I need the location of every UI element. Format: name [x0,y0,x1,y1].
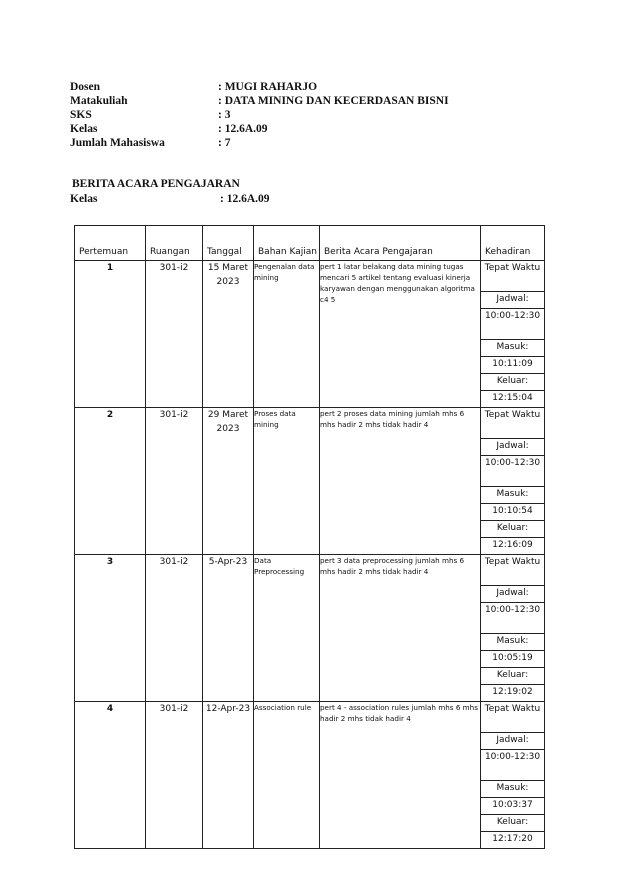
matakuliah-row [70,94,449,108]
cell-kehadiran-jadwal-label: Jadwal: [481,292,545,309]
cell-kehadiran-masuk: 10:10:54 [481,504,545,521]
cell-pertemuan: 2 [75,408,146,555]
col-header-pertemuan: Pertemuan [75,226,146,261]
cell-kehadiran-keluar: 12:19:02 [481,685,545,702]
cell-berita-acara: pert 1 latar belakang data mining tugas mencari 5 artikel tentang evaluasi kinerja karyawan dengan menggunakan algoritma c4 5 [320,261,481,408]
cell-tanggal: 12-Apr-23 [203,702,254,849]
cell-kehadiran-masuk-label: Masuk: [481,634,545,651]
cell-ruangan: 301-i2 [146,408,203,555]
cell-kehadiran-keluar: 12:15:04 [481,391,545,408]
cell-kehadiran-masuk: 10:11:09 [481,357,545,374]
cell-kehadiran-masuk-label: Masuk: [481,781,545,798]
cell-kehadiran-masuk: 10:05:19 [481,651,545,668]
section-kelas-row [70,192,270,206]
section-kelas-label: Kelas [70,193,98,205]
cell-kehadiran-masuk-label: Masuk: [481,487,545,504]
cell-berita-acara: pert 3 data preprocessing jumlah mhs 6 mhs hadir 2 mhs tidak hadir 4 [320,555,481,702]
cell-tanggal: 5-Apr-23 [203,555,254,702]
matakuliah-label: Matakuliah [70,95,128,107]
sks-row [70,108,449,122]
table-row [75,555,545,586]
cell-kehadiran-keluar-label: Keluar: [481,668,545,685]
cell-tanggal: 15 Maret 2023 [203,261,254,408]
jumlah-row [70,136,449,150]
cell-kehadiran-keluar-label: Keluar: [481,374,545,391]
cell-berita-acara: pert 2 proses data mining jumlah mhs 6 mhs hadir 2 mhs tidak hadir 4 [320,408,481,555]
cell-kehadiran-jadwal: 10:00-12:30 [481,309,545,340]
course-info [70,80,449,150]
section-kelas-value: : 12.6A.09 [220,193,270,205]
cell-kehadiran-jadwal-label: Jadwal: [481,586,545,603]
dosen-label: Dosen [70,81,101,93]
cell-pertemuan: 4 [75,702,146,849]
table-row [75,702,545,733]
section-title: BERITA ACARA PENGAJARAN [72,178,240,190]
cell-bahan-kajian: Data Preprocessing [254,555,320,702]
cell-bahan-kajian: Pengenalan data mining [254,261,320,408]
col-header-kehadiran: Kehadiran [481,226,545,261]
col-header-ruangan: Ruangan [146,226,203,261]
jumlah-value: : 7 [218,137,231,149]
cell-kehadiran-keluar-label: Keluar: [481,815,545,832]
cell-ruangan: 301-i2 [146,702,203,849]
cell-kehadiran-keluar-label: Keluar: [481,521,545,538]
cell-berita-acara: pert 4 - association rules jumlah mhs 6 mhs hadir 2 mhs tidak hadir 4 [320,702,481,849]
col-header-tanggal: Tanggal [203,226,254,261]
matakuliah-value: : DATA MINING DAN KECERDASAN BISNI [218,95,449,107]
cell-kehadiran-status: Tepat Waktu [481,702,545,733]
cell-kehadiran-status: Tepat Waktu [481,555,545,586]
kelas-label: Kelas [70,123,98,135]
col-header-berita-acara: Berita Acara Pengajaran [320,226,481,261]
cell-kehadiran-jadwal: 10:00-12:30 [481,456,545,487]
cell-kehadiran-keluar: 12:17:20 [481,832,545,849]
table-row [75,408,545,439]
cell-bahan-kajian: Proses data mining [254,408,320,555]
dosen-value: : MUGI RAHARJO [218,81,318,93]
cell-kehadiran-status: Tepat Waktu [481,261,545,292]
kelas-value: : 12.6A.09 [218,123,268,135]
cell-kehadiran-status: Tepat Waktu [481,408,545,439]
cell-kehadiran-jadwal: 10:00-12:30 [481,603,545,634]
sks-label: SKS [70,109,92,121]
table-row [75,261,545,292]
table-header-row [75,226,545,261]
cell-ruangan: 301-i2 [146,555,203,702]
cell-kehadiran-masuk-label: Masuk: [481,340,545,357]
cell-tanggal: 29 Maret 2023 [203,408,254,555]
dosen-row [70,80,449,94]
cell-kehadiran-jadwal-label: Jadwal: [481,733,545,750]
cell-kehadiran-masuk: 10:03:37 [481,798,545,815]
jumlah-label: Jumlah Mahasiswa [70,137,165,149]
cell-pertemuan: 1 [75,261,146,408]
berita-acara-table [74,225,545,849]
cell-ruangan: 301-i2 [146,261,203,408]
cell-kehadiran-jadwal-label: Jadwal: [481,439,545,456]
kelas-row [70,122,449,136]
cell-pertemuan: 3 [75,555,146,702]
cell-kehadiran-keluar: 12:16:09 [481,538,545,555]
sks-value: : 3 [218,109,231,121]
cell-kehadiran-jadwal: 10:00-12:30 [481,750,545,781]
cell-bahan-kajian: Association rule [254,702,320,849]
col-header-bahan-kajian: Bahan Kajian [254,226,320,261]
